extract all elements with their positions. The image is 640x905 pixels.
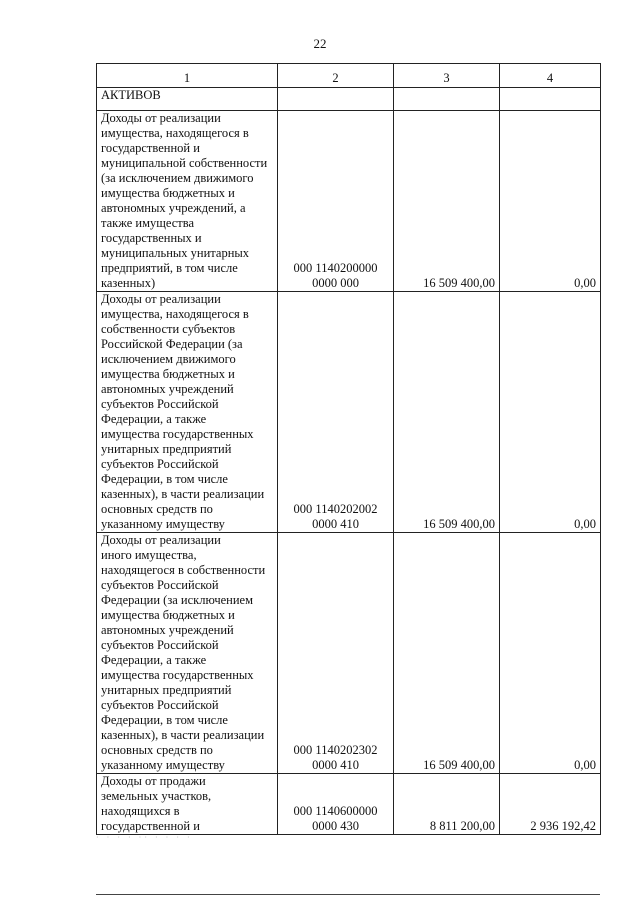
row-code: 000 1140600000 0000 430 (278, 774, 394, 835)
column-number-3: 3 (394, 64, 500, 88)
continuation-text: АКТИВОВ (97, 88, 278, 111)
empty-cell (500, 88, 601, 111)
table-row (97, 774, 601, 835)
row-name: Доходы от реализации иного имущества, находящегося в собственности субъектов Российской Федерации (за исключением имущества бюджетных и автономных учреждений субъектов Российской Федерации, а также имущества государственных унитарных предприятий субъектов Российской Федерации, в том числе казенных), в части реализации основных средств по указанному имуществу (97, 533, 278, 774)
row-value-3: 16 509 400,00 (394, 533, 500, 774)
table-row (97, 111, 601, 292)
row-code: 000 1140202302 0000 410 (278, 533, 394, 774)
row-value-4: 0,00 (500, 292, 601, 533)
row-value-3: 8 811 200,00 (394, 774, 500, 835)
row-value-3: 16 509 400,00 (394, 292, 500, 533)
column-number-4: 4 (500, 64, 601, 88)
row-code: 000 1140202002 0000 410 (278, 292, 394, 533)
column-number-1: 1 (97, 64, 278, 88)
page-number: 22 (313, 36, 327, 51)
page-bottom-rule (96, 894, 600, 895)
row-name: Доходы от реализации имущества, находящегося в собственности субъектов Российской Федерации (за исключением движимого имущества бюджетных и автономных учреждений субъектов Российской Федерации, а также имущества государственных унитарных предприятий субъектов Российской Федерации, в том числе казенных), в части реализации основных средств по указанному имуществу (97, 292, 278, 533)
table-row (97, 292, 601, 533)
row-value-4: 2 936 192,42 (500, 774, 601, 835)
column-number-2: 2 (278, 64, 394, 88)
empty-cell (394, 88, 500, 111)
row-name: Доходы от продажи земельных участков, находящихся в государственной и (97, 774, 278, 835)
continuation-row (97, 88, 601, 111)
row-code: 000 1140200000 0000 000 (278, 111, 394, 292)
scan-artifact: · · · · ·· · · · · (96, 834, 193, 842)
column-number-row (97, 64, 601, 88)
revenue-table (96, 63, 601, 835)
row-value-4: 0,00 (500, 111, 601, 292)
row-value-3: 16 509 400,00 (394, 111, 500, 292)
table-row (97, 533, 601, 774)
row-name: Доходы от реализации имущества, находящегося в государственной и муниципальной собственности (за исключением движимого имущества бюджетных и автономных учреждений, а также имущества государственных и муниципальных унитарных предприятий, в том числе казенных) (97, 111, 278, 292)
row-value-4: 0,00 (500, 533, 601, 774)
empty-cell (278, 88, 394, 111)
